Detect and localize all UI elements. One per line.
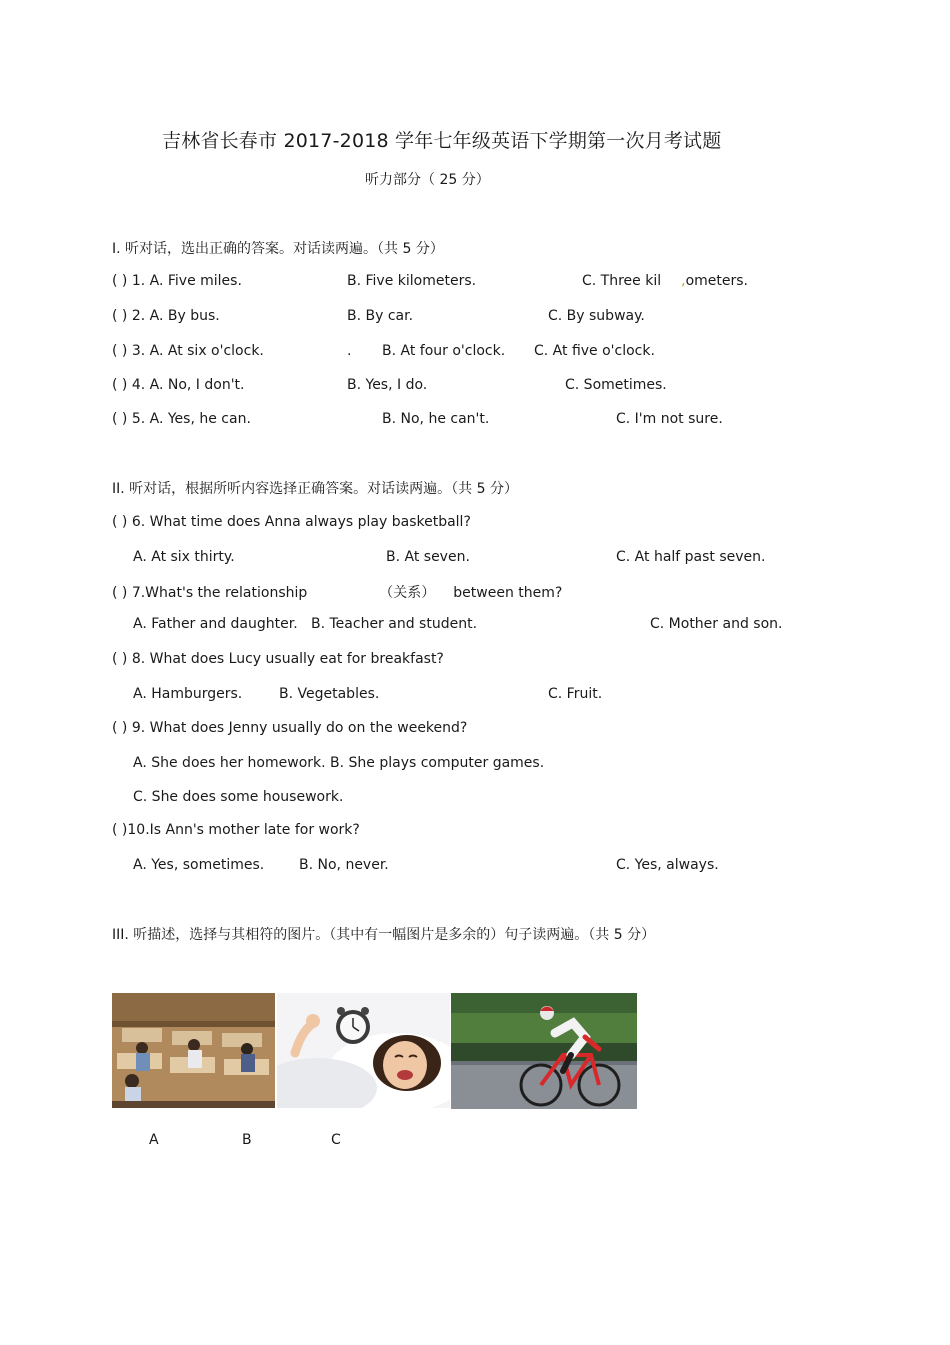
section-3-heading: III. 听描述，选择与其相符的图片。（其中有一幅图片是多余的）句子读两遍。（共 5 分）	[112, 927, 656, 943]
q10-option-b: B. No, never.	[299, 857, 389, 873]
q7-stem-gloss: （关系）	[379, 585, 436, 601]
q9-options-ab: A. She does her homework. B. She plays computer games.	[133, 755, 545, 771]
q9-option-c: C. She does some housework.	[133, 789, 344, 805]
q1-option-b: B. Five kilometers.	[347, 273, 477, 289]
q4-stem: ( ) 4. A. No, I don't.	[112, 377, 245, 393]
stray-mark: ,	[681, 273, 686, 289]
q3-option-b: B. At four o'clock.	[382, 343, 506, 359]
q5-option-b: B. No, he can't.	[382, 411, 490, 427]
q9-stem: ( ) 9. What does Jenny usually do on the weekend?	[112, 720, 468, 736]
q8-option-b: B. Vegetables.	[279, 686, 380, 702]
q3-dot: .	[347, 343, 352, 359]
q5-stem: ( ) 5. A. Yes, he can.	[112, 411, 251, 427]
q10-option-a: A. Yes, sometimes.	[133, 857, 265, 873]
q4-option-b: B. Yes, I do.	[347, 377, 428, 393]
q4-option-c: C. Sometimes.	[565, 377, 667, 393]
q6-option-b: B. At seven.	[386, 549, 470, 565]
q10-stem: ( )10.Is Ann's mother late for work?	[112, 822, 360, 838]
q7-stem-part1: ( ) 7.What's the relationship	[112, 585, 308, 601]
section-1-heading: I. 听对话，选出正确的答案。对话读两遍。（共 5 分）	[112, 241, 444, 257]
q8-stem: ( ) 8. What does Lucy usually eat for breakfast?	[112, 651, 444, 667]
q1-stem: ( ) 1. A. Five miles.	[112, 273, 242, 289]
q6-option-a: A. At six thirty.	[133, 549, 235, 565]
q1-option-c-part1: C. Three kil	[582, 273, 662, 289]
q7-option-b: B. Teacher and student.	[311, 616, 478, 632]
q5-option-c: C. I'm not sure.	[616, 411, 723, 427]
q8-option-c: C. Fruit.	[548, 686, 603, 702]
q3-option-c: C. At five o'clock.	[534, 343, 655, 359]
picture-b-wake-up	[277, 993, 450, 1108]
picture-label-a: A	[149, 1132, 159, 1148]
page-title: 吉林省长春市 2017-2018 学年七年级英语下学期第一次月考试题	[162, 130, 722, 152]
q1-option-c	[582, 273, 748, 289]
q7-stem	[112, 582, 562, 602]
picture-c-cyclist	[451, 993, 637, 1109]
section-2-heading: II. 听对话，根据所听内容选择正确答案。对话读两遍。（共 5 分）	[112, 481, 518, 497]
picture-a-classroom	[112, 993, 275, 1108]
q10-option-c: C. Yes, always.	[616, 857, 719, 873]
q7-stem-part2: between them?	[453, 585, 563, 601]
picture-label-b: B	[242, 1132, 252, 1148]
q6-option-c: C. At half past seven.	[616, 549, 766, 565]
q7-option-a: A. Father and daughter.	[133, 616, 298, 632]
q7-option-c: C. Mother and son.	[650, 616, 783, 632]
q8-option-a: A. Hamburgers.	[133, 686, 243, 702]
q6-stem: ( ) 6. What time does Anna always play basketball?	[112, 514, 471, 530]
q2-stem: ( ) 2. A. By bus.	[112, 308, 220, 324]
picture-label-c: C	[331, 1132, 341, 1148]
q3-stem: ( ) 3. A. At six o'clock.	[112, 343, 264, 359]
page-subtitle: 听力部分（ 25 分）	[365, 172, 490, 188]
q2-option-c: C. By subway.	[548, 308, 645, 324]
q2-option-b: B. By car.	[347, 308, 414, 324]
q1-option-c-part2: ometers.	[685, 273, 748, 289]
